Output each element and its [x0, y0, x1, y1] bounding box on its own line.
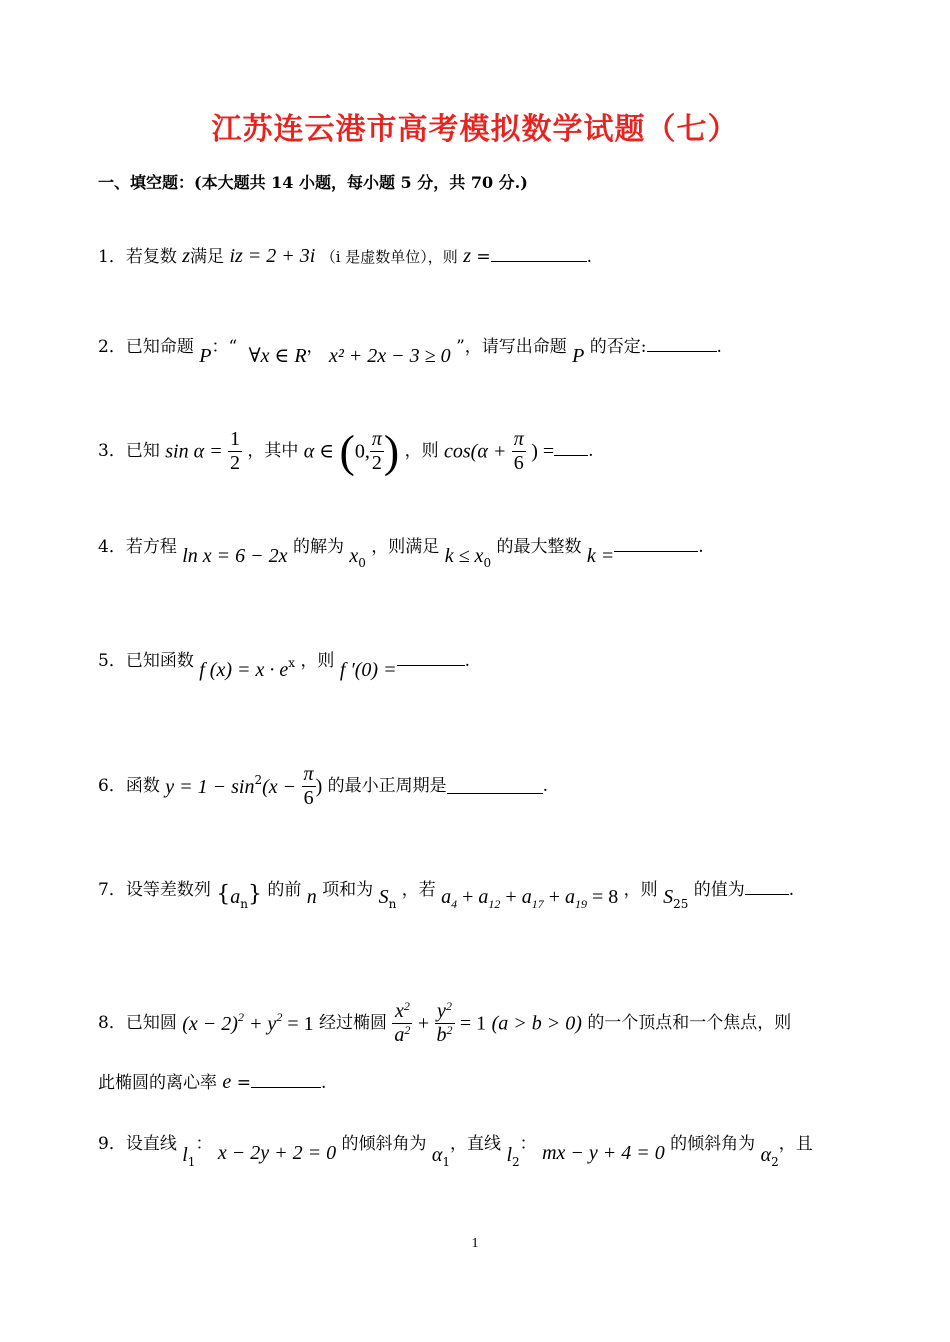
question-4: 4．若方程 ln x = 6 − 2x 的解为 $x_0$ ，则满足 $k \le x_0$ 的最大整数 k = .	[98, 537, 704, 570]
question-8: 8．已知圆 $(x - 2)^2 + y^2 = 1$ 经过椭圆 $\frac{x^2}{a^2}$ + $\frac{y^2}{b^2}$ = 1 (a > b > 0) 的一个顶点和一个焦点，则	[98, 999, 792, 1046]
answer-blank[interactable]	[397, 651, 465, 666]
answer-blank[interactable]	[447, 779, 543, 794]
equation: $a_4 + a_{12} + a_{17} + a_{19} = 8$	[441, 886, 619, 911]
equation: iz = 2 + 3i	[229, 245, 316, 267]
fraction: $\frac{\pi}{6}$	[303, 763, 314, 809]
section-heading: 一、填空题：(本大题共 14 小题，每小题 5 分，共 70 分.)	[98, 173, 528, 192]
question-2: 2．已知命题 P：“ ∀x ∈ R， x² + 2x − 3 ≥ 0 ”，请写出命题 P 的否定: .	[98, 337, 722, 367]
page-title: 江苏连云港市高考模拟数学试题（七）	[211, 112, 739, 147]
question-7: 7．设等差数列 $\{a_n\}$ 的前 n 项和为 $S_n$ ，若 $a_4 + a_{12} + a_{17} + a_{19} = 8$ ，则 $S_{25}$ 的值为 .	[98, 880, 795, 911]
page-number: 1	[471, 1236, 479, 1251]
question-6: 6．函数 $y = 1 - \sin^2(x$ − $\frac{\pi}{6}$ ) 的最小正周期是 .	[98, 763, 549, 809]
fraction: $\frac{x^2}{a^2}$	[394, 999, 411, 1046]
answer-blank[interactable]	[745, 880, 789, 895]
fraction: $\frac{1}{2}$	[229, 428, 240, 474]
question-1: 1．若复数 z满足 iz = 2 + 3i （i 是虚数单位），则 z = .	[98, 245, 593, 267]
question-8-line-2: 此椭圆的离心率 e = .	[98, 1071, 327, 1093]
answer-blank[interactable]	[251, 1073, 321, 1088]
answer-blank[interactable]	[554, 447, 588, 456]
fraction: $\frac{\pi}{6}$	[513, 428, 524, 474]
fraction: $\frac{y^2}{b^2}$	[436, 999, 453, 1046]
fraction: $\frac{\pi}{2}$	[371, 428, 382, 474]
answer-blank[interactable]	[647, 337, 717, 352]
circle-equation: $(x - 2)^2 + y^2 = 1$	[182, 1009, 314, 1035]
answer-blank[interactable]	[491, 247, 587, 262]
answer-blank[interactable]	[614, 537, 698, 552]
question-9: 9．设直线 $l_1$： x − 2y + 2 = 0 的倾斜角为 $\alpha_1$，直线 $l_2$： mx − y + 4 = 0 的倾斜角为 $\alpha_2$，且	[98, 1134, 813, 1169]
question-3: 3．已知 sin α = $\frac{1}{2}$ ，其中 α ∈ (0, $\frac{\pi}{2}$ ) ，则 cos(α + $\frac{\pi}{6}$ ) = .	[98, 425, 594, 477]
question-5: 5．已知函数 f $(x) = x \cdot e^x$ ，则 f ′(0) = .	[98, 651, 470, 681]
